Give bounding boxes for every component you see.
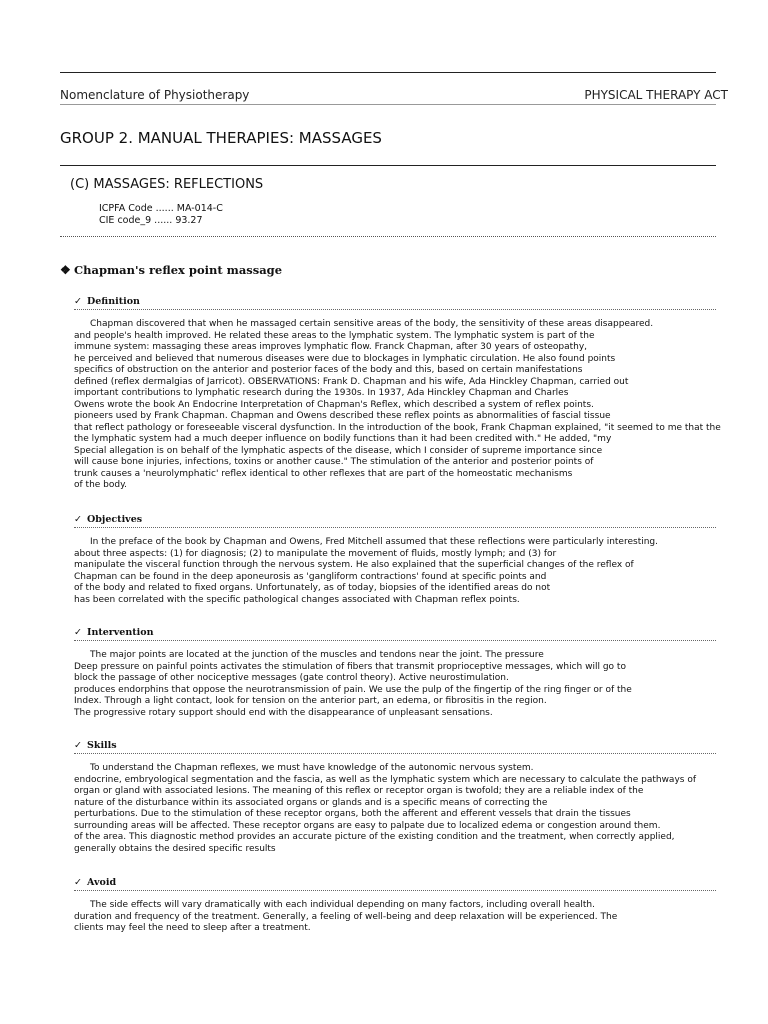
body-line: Index. Through a light contact, look for tension on the anterior part, an edema, or fibrositis in the region. [74,696,547,706]
section-body-definition [74,319,721,492]
checkmark-icon: ✓ [74,514,82,525]
section-divider [74,527,716,528]
dotted-divider [60,236,716,237]
body-line: he perceived and believed that numerous diseases were due to blockages in lymphatic circulation. He also found points [74,353,616,364]
body-line: immune system: massaging these areas improves lymphatic flow. Franck Chapman, after 30 years of osteopathy, [74,342,588,352]
body-line: that reflect pathology or foreseeable visceral dysfunction. In the introduction of the book, Frank Chapman explained, "it seemed to me that the [74,422,721,433]
header-right-title: PHYSICAL THERAPY ACT [584,88,728,102]
section-title: Objectives [87,514,143,525]
body-line: The major points are located at the junction of the muscles and tendons near the joint. The pressure [90,650,544,660]
section-title: Intervention [87,627,154,638]
body-line: Owens wrote the book An Endocrine Interpretation of Chapman's Reflex, which described a system of reflex points. [74,399,594,410]
section-body-avoid [74,900,617,935]
section-heading-avoid [74,877,116,888]
main-heading [60,263,282,277]
section-body-skills [74,763,696,855]
body-line: clients may feel the need to sleep after a treatment. [74,923,311,933]
checkmark-icon: ✓ [74,740,82,751]
header-left-title: Nomenclature of Physiotherapy [60,88,250,102]
body-line: generally obtains the desired specific results [74,843,276,854]
body-line: pioneers used by Frank Chapman. Chapman and Owens described these reflex points as abnormalities of fascial tissue [74,411,611,421]
section-divider [74,753,716,754]
body-line: defined (reflex dermalgias of Jarricot). OBSERVATIONS: Frank D. Chapman and his wife, Ada Hinckley Chapman, carried out [74,376,629,387]
section-title: Definition [87,296,140,307]
main-heading-text: Chapman's reflex point massage [74,263,283,277]
body-line: duration and frequency of the treatment. Generally, a feeling of well-being and deep relaxation will be experienced. The [74,911,618,922]
section-heading-definition [74,296,140,307]
body-line: about three aspects: (1) for diagnosis; (2) to manipulate the movement of fluids, mostly lymph; and (3) for [74,548,557,559]
body-line: important contributions to lymphatic research during the 1930s. In 1937, Ada Hinckley Chapman and Charles [74,388,569,398]
cie-code: CIE code_9 ...... 93.27 [99,215,203,226]
section-title: Skills [87,740,117,751]
body-line: Deep pressure on painful points activates the stimulation of fibers that transmit proprioceptive messages, which will go to [74,661,626,672]
body-line: specifics of obstruction on the anterior and posterior faces of the body and this, based on certain manifestations [74,365,583,375]
body-line: endocrine, embryological segmentation and the fascia, as well as the lymphatic system which are necessary to calculate the pathways of [74,774,696,785]
body-line: and people's health improved. He related these areas to the lymphatic system. The lymphatic system is part of the [74,330,595,341]
checkmark-icon: ✓ [74,296,82,307]
body-line: The side effects will vary dramatically with each individual depending on many factors, including overall health. [90,900,595,910]
section-heading-objectives [74,514,142,525]
subsection-title: (C) MASSAGES: REFLECTIONS [70,177,264,192]
section-body-intervention [74,650,632,719]
body-line: Special allegation is on behalf of the lymphatic aspects of the disease, which I consider of supreme importance since [74,445,603,456]
header-bottom-rule [60,104,716,105]
section-heading-intervention [74,627,154,638]
checkmark-icon: ✓ [74,627,82,638]
group-title: GROUP 2. MANUAL THERAPIES: MASSAGES [60,129,382,147]
body-line: will cause bone injuries, infections, toxins or another cause." The stimulation of the anterior and posterior points of [74,457,594,467]
body-line: Chapman discovered that when he massaged certain sensitive areas of the body, the sensitivity of these areas disappeared. [90,319,654,329]
section-divider [74,890,716,891]
diamond-bullet-icon: ❖ [60,263,71,277]
body-line: To understand the Chapman reflexes, we must have knowledge of the autonomic nervous system. [90,763,534,773]
body-line: of the area. This diagnostic method provides an accurate picture of the existing condition and the treatment, when correctly applied, [74,832,675,842]
body-line: nature of the disturbance within its associated organs or glands and is a specific means of correcting the [74,797,548,808]
body-line: block the passage of other nociceptive messages (gate control theory). Active neurostimulation. [74,673,509,683]
body-line: the lymphatic system had a much deeper influence on bodily functions than it had been credited with." He added, "my [74,434,612,444]
icpfa-code: ICPFA Code ...... MA-014-C [99,203,223,214]
body-line: has been correlated with the specific pathological changes associated with Chapman reflex points. [74,594,520,605]
group-rule [60,165,716,166]
section-title: Avoid [87,877,117,888]
body-line: organ or gland with associated lesions. The meaning of this reflex or receptor organ is twofold; they are a reliable index of the [74,786,644,796]
checkmark-icon: ✓ [74,877,82,888]
body-line: of the body and related to fixed organs. Unfortunately, as of today, biopsies of the identified areas do not [74,583,551,593]
body-line: Chapman can be found in the deep aponeurosis as 'gangliform contractions' found at specific points and [74,571,547,582]
body-line: surrounding areas will be affected. These receptor organs are easy to palpate due to localized edema or congestion around them. [74,820,661,831]
body-line: of the body. [74,480,128,490]
body-line: manipulate the visceral function through the nervous system. He also explained that the superficial changes of the reflex of [74,560,634,570]
code-list [99,203,223,227]
section-heading-skills [74,740,117,751]
body-line: The progressive rotary support should end with the disappearance of unpleasant sensations. [74,707,493,718]
body-line: In the preface of the book by Chapman and Owens, Fred Mitchell assumed that these reflections were particularly interesting. [90,537,659,547]
header-top-rule [60,72,716,73]
section-divider [74,640,716,641]
section-divider [74,309,716,310]
section-body-objectives [74,537,658,606]
body-line: perturbations. Due to the stimulation of these receptor organs, both the afferent and efferent vessels that drain the tissues [74,809,631,819]
body-line: produces endorphins that oppose the neurotransmission of pain. We use the pulp of the fingertip of the ring finger or of the [74,684,632,695]
body-line: trunk causes a 'neurolymphatic' reflex identical to other reflexes that are part of the homeostatic mechanisms [74,468,573,479]
